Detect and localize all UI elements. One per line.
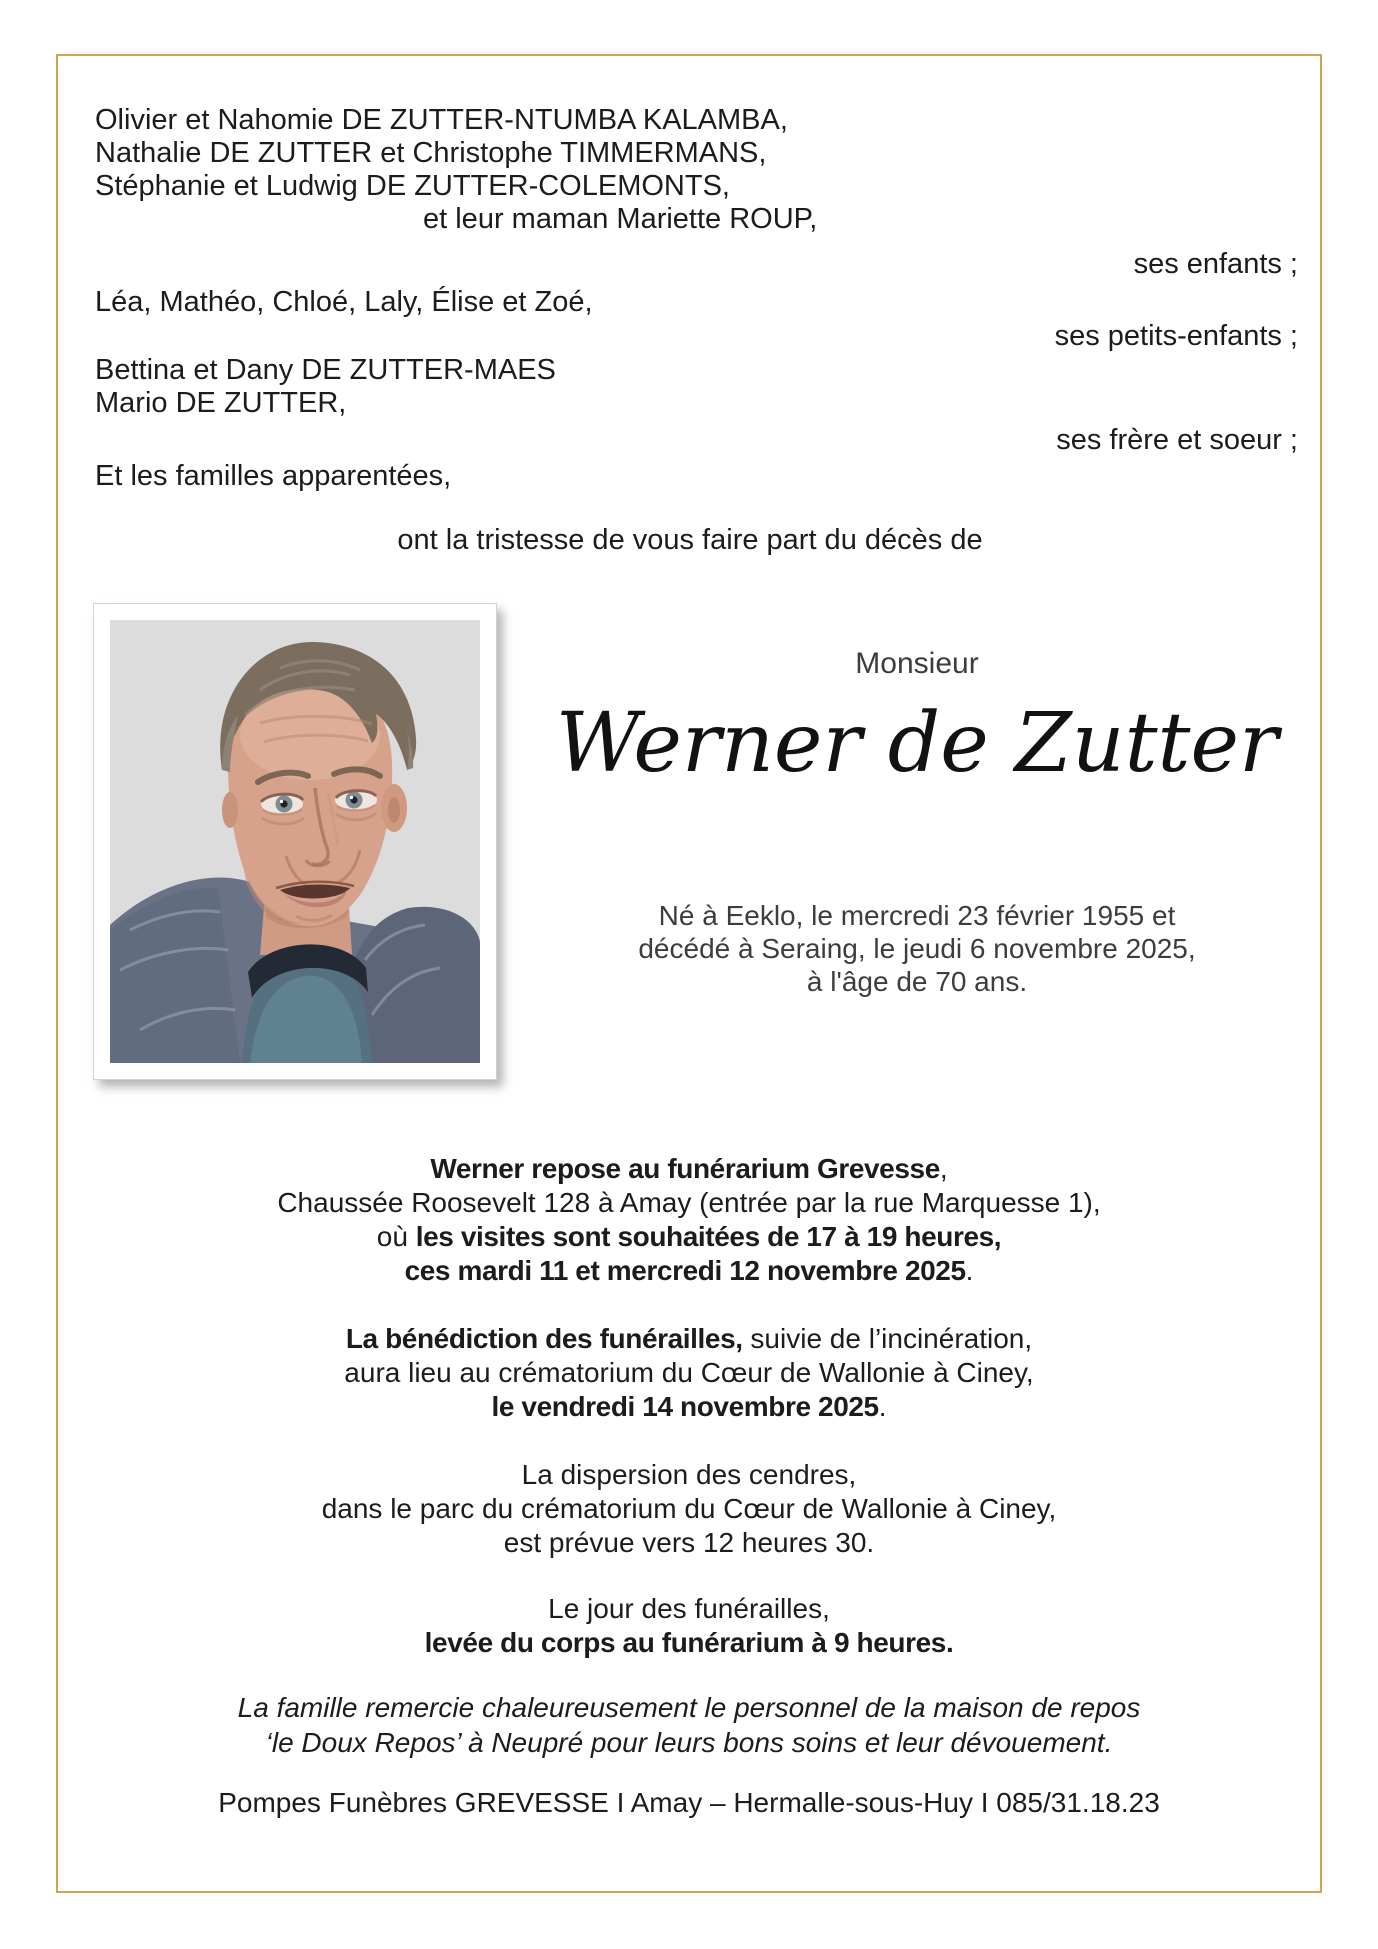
family-children-block [95,104,817,236]
benediction-paragraph [58,1322,1320,1424]
deceased-title: Monsieur [855,647,979,680]
repose-bold: ces mardi 11 et mercredi 12 novembre 2025 [404,1255,966,1286]
relation-label-grandchildren: ses petits-enfants ; [1054,320,1298,352]
relation-label-children: ses enfants ; [1133,248,1298,280]
repose-bold: Werner repose au funérarium Grevesse [430,1153,940,1184]
family-line: Bettina et Dany DE ZUTTER-MAES [95,354,556,386]
repose-pre: où [376,1221,416,1252]
announcement-line: ont la tristesse de vous faire part du décès de [397,524,983,556]
dispersion-line: est prévue vers 12 heures 30. [503,1527,875,1558]
dispersion-line: La dispersion des cendres, [521,1459,857,1490]
family-line: Olivier et Nahomie DE ZUTTER-NTUMBA KALAMBA, [95,104,788,136]
portrait-illustration [110,620,480,1063]
grandchildren-line: Léa, Mathéo, Chloé, Laly, Élise et Zoé, [95,286,593,318]
thanks-paragraph [58,1690,1320,1760]
repose-line-1 [58,1152,1320,1186]
benediction-rest: suivie de l’incinération, [742,1323,1033,1354]
birth-line: Né à Eeklo, le mercredi 23 février 1955 et [658,900,1176,931]
benediction-line-2: aura lieu au crématorium du Cœur de Wallonie à Ciney, [344,1357,1034,1388]
benediction-line-3 [58,1390,1320,1424]
repose-bold: les visites sont souhaitées de 17 à 19 heures, [415,1221,1002,1252]
funeral-day-line-2: levée du corps au funérarium à 9 heures. [424,1627,954,1658]
repose-rest: , [939,1153,948,1184]
related-families-line: Et les familles apparentées, [95,460,452,492]
thanks-line: ‘le Doux Repos’ à Neupré pour leurs bons soins et leur dévouement. [265,1727,1113,1758]
relation-label-siblings: ses frère et soeur ; [1056,424,1298,456]
repose-rest: . [965,1255,974,1286]
dispersion-paragraph [58,1458,1320,1560]
family-siblings-block [95,354,556,420]
deceased-name: Werner de Zutter [555,696,1279,791]
benediction-line-1 [58,1322,1320,1356]
benediction-rest: . [878,1391,887,1422]
repose-line-2: Chaussée Roosevelt 128 à Amay (entrée par la rue Marquesse 1), [277,1187,1101,1218]
funeral-day-line-1: Le jour des funérailles, [548,1593,830,1624]
age-line: à l'âge de 70 ans. [806,966,1028,997]
funeral-day-paragraph [58,1592,1320,1660]
family-line: Stéphanie et Ludwig DE ZUTTER-COLEMONTS, [95,170,730,202]
birth-death-block [512,899,1322,998]
family-line: Nathalie DE ZUTTER et Christophe TIMMERMANS, [95,137,767,169]
repose-paragraph [58,1152,1320,1288]
family-line-mother: et leur maman Mariette ROUP, [423,203,818,235]
benediction-bold: le vendredi 14 novembre 2025 [491,1391,879,1422]
repose-line-3 [58,1220,1320,1254]
benediction-bold: La bénédiction des funérailles, [345,1323,743,1354]
deceased-portrait-photo [93,603,497,1080]
dispersion-line: dans le parc du crématorium du Cœur de Wallonie à Ciney, [321,1493,1057,1524]
funeral-home-footer: Pompes Funèbres GREVESSE I Amay – Hermalle-sous-Huy I 085/31.18.23 [218,1787,1160,1818]
family-line: Mario DE ZUTTER, [95,387,347,419]
thanks-line: La famille remercie chaleureusement le personnel de la maison de repos [237,1692,1141,1723]
death-line: décédé à Seraing, le jeudi 6 novembre 2025, [638,933,1196,964]
repose-line-4 [58,1254,1320,1288]
